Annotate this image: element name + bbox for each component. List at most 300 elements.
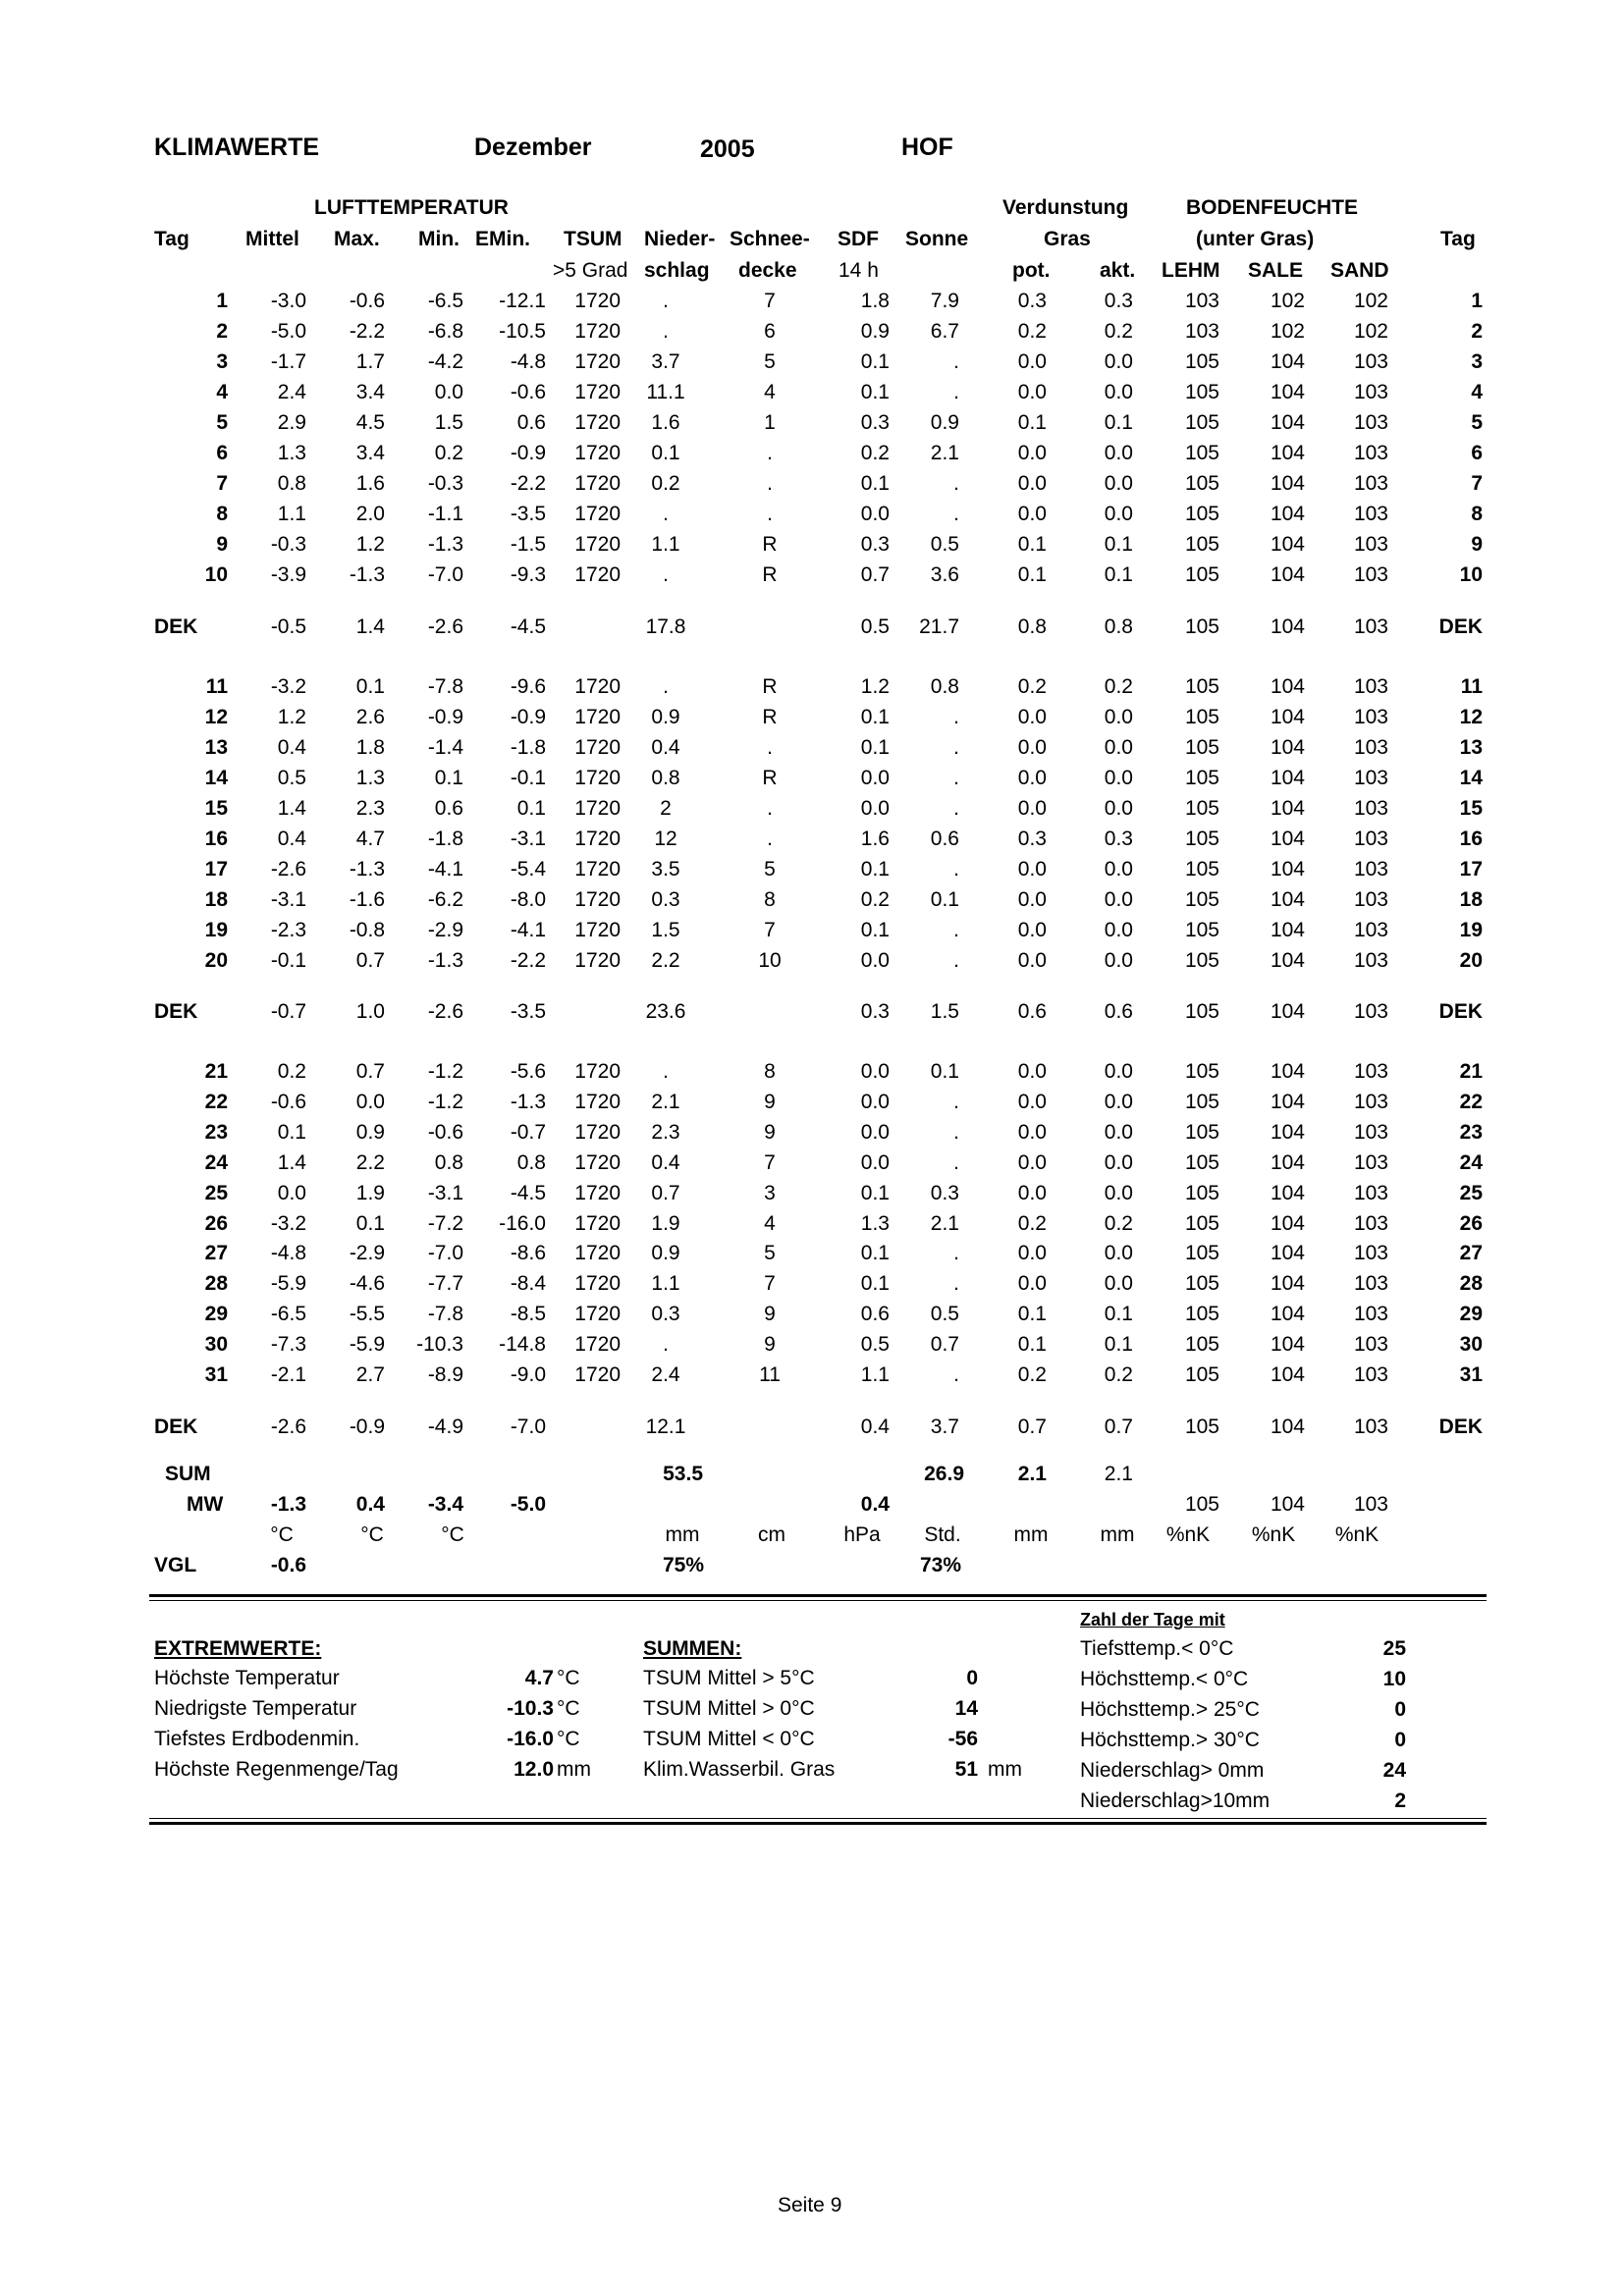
cell-sale: 104: [1270, 949, 1305, 972]
cell-tsum: 1720: [574, 503, 621, 525]
cell-sale: 104: [1270, 1363, 1305, 1386]
header-nieder: Nieder-: [644, 228, 716, 250]
sum-sonne: 26.9: [924, 1463, 964, 1485]
cell-emin: -8.4: [510, 1272, 546, 1296]
sum-nieder: 53.5: [663, 1463, 703, 1485]
cell-max: 3.4: [355, 381, 385, 403]
zahl-der-tage-value: 24: [1382, 1759, 1406, 1782]
cell-lehm: 105: [1184, 797, 1219, 820]
unit-sdf: hPa: [843, 1523, 881, 1546]
cell-min: -0.6: [427, 1120, 463, 1144]
cell-sale: 104: [1270, 828, 1305, 850]
cell-schnee: 8: [764, 888, 776, 911]
cell-schnee: 4: [764, 381, 776, 403]
mw-sale: 104: [1270, 1493, 1305, 1516]
cell-tsum: 1720: [574, 736, 621, 759]
cell-akt: 0.7: [1104, 1415, 1133, 1438]
cell-lehm: 103: [1184, 320, 1219, 343]
cell-sonne: 6.7: [930, 320, 959, 343]
cell-mittel: -4.8: [270, 1242, 306, 1265]
cell-mittel: -0.5: [270, 615, 306, 638]
cell-min: -0.9: [427, 706, 463, 728]
cell-mittel: -3.1: [270, 888, 306, 911]
zahl-der-tage-value: 0: [1394, 1698, 1406, 1721]
extremwert-value: 12.0: [514, 1758, 554, 1781]
cell-tsum: 1720: [574, 949, 621, 972]
cell-tag: 1: [216, 290, 228, 312]
table-row: [0, 1329, 1623, 1360]
extremwert-unit: °C: [557, 1667, 580, 1689]
cell-tag-right: 3: [1471, 350, 1483, 373]
cell-schnee: 5: [764, 858, 776, 881]
cell-max: -1.3: [349, 858, 385, 881]
cell-pot: 0.7: [1017, 1415, 1047, 1438]
cell-sdf: 0.0: [860, 767, 890, 789]
cell-tsum: 1720: [574, 767, 621, 789]
cell-schnee: 7: [764, 919, 776, 941]
cell-max: 1.6: [355, 472, 385, 495]
rule-bottom-thick: [149, 1822, 1487, 1825]
cell-tag: DEK: [154, 1000, 198, 1023]
cell-sale: 104: [1270, 1415, 1305, 1438]
cell-schnee: R: [762, 767, 778, 789]
cell-max: 0.9: [355, 1120, 385, 1144]
cell-nieder: 1.5: [651, 919, 680, 941]
cell-tag-right: 31: [1459, 1363, 1483, 1386]
cell-pot: 0.2: [1017, 1211, 1047, 1235]
cell-tsum: 1720: [574, 919, 621, 941]
dekade-row: [0, 612, 1623, 642]
cell-nieder: .: [663, 1060, 669, 1083]
cell-mittel: -0.6: [270, 1090, 306, 1113]
cell-mittel: 0.4: [277, 736, 306, 759]
unit-min: °C: [441, 1523, 464, 1546]
cell-tag: 5: [216, 411, 228, 434]
cell-lehm: 105: [1184, 919, 1219, 941]
extremwerte-heading: EXTREMWERTE:: [154, 1637, 322, 1660]
header-sale: SALE: [1248, 259, 1304, 282]
table-row: [0, 763, 1623, 793]
cell-tag: 30: [204, 1333, 228, 1357]
cell-nieder: 1.1: [651, 1272, 680, 1296]
cell-lehm: 105: [1184, 888, 1219, 911]
header-pot: pot.: [1012, 259, 1051, 282]
cell-tsum: 1720: [574, 1060, 621, 1083]
cell-sonne: 1.5: [930, 1000, 959, 1023]
cell-akt: 0.1: [1104, 563, 1133, 586]
cell-sonne: 2.1: [930, 1211, 959, 1235]
zahl-der-tage-label: Tiefsttemp.< 0°C: [1080, 1637, 1234, 1660]
cell-sand: 102: [1353, 320, 1388, 343]
cell-mittel: 1.4: [277, 797, 306, 820]
cell-schnee: R: [762, 675, 778, 698]
cell-sale: 104: [1270, 767, 1305, 789]
cell-sdf: 0.3: [860, 411, 890, 434]
cell-max: 1.9: [355, 1181, 385, 1204]
cell-min: -6.2: [427, 888, 463, 911]
cell-lehm: 105: [1184, 675, 1219, 698]
cell-sonne: .: [953, 1272, 959, 1296]
cell-max: 2.3: [355, 797, 385, 820]
table-row: [0, 1056, 1623, 1087]
cell-akt: 0.0: [1104, 706, 1133, 728]
cell-sand: 103: [1353, 767, 1388, 789]
header-max: Max.: [334, 228, 380, 250]
cell-akt: 0.0: [1104, 736, 1133, 759]
cell-mittel: -6.5: [270, 1303, 306, 1326]
cell-tag-right: 5: [1471, 411, 1483, 434]
header-tsum: TSUM: [564, 228, 622, 250]
unit-nieder: mm: [665, 1523, 700, 1546]
cell-sand: 103: [1353, 1150, 1388, 1174]
cell-sand: 103: [1353, 411, 1388, 434]
sum-label: SUM: [165, 1463, 211, 1485]
cell-max: -2.2: [349, 320, 385, 343]
cell-tag: 4: [216, 381, 228, 403]
cell-tsum: 1720: [574, 828, 621, 850]
cell-tag-right: 27: [1459, 1242, 1483, 1265]
cell-sdf: 0.3: [860, 533, 890, 556]
cell-emin: 0.8: [516, 1150, 546, 1174]
cell-mittel: -5.0: [270, 320, 306, 343]
unit-lehm: %nK: [1165, 1523, 1211, 1546]
cell-mittel: -3.2: [270, 1211, 306, 1235]
cell-emin: -2.2: [510, 472, 546, 495]
cell-sand: 103: [1353, 858, 1388, 881]
cell-lehm: 105: [1184, 1242, 1219, 1265]
cell-sonne: 0.1: [930, 1060, 959, 1083]
cell-sale: 104: [1270, 442, 1305, 464]
summen-label: TSUM Mittel > 0°C: [643, 1697, 815, 1720]
cell-pot: 0.0: [1017, 949, 1047, 972]
cell-pot: 0.2: [1017, 320, 1047, 343]
cell-schnee: .: [767, 442, 773, 464]
cell-sdf: 0.0: [860, 1120, 890, 1144]
cell-tsum: 1720: [574, 1333, 621, 1357]
cell-sdf: 0.1: [860, 858, 890, 881]
cell-emin: -7.0: [510, 1415, 546, 1438]
cell-sand: 103: [1353, 1060, 1388, 1083]
cell-schnee: 7: [764, 1272, 776, 1296]
cell-nieder: 0.9: [651, 706, 680, 728]
mw-min: -3.4: [427, 1493, 463, 1516]
cell-max: -0.8: [349, 919, 385, 941]
cell-min: 0.0: [434, 381, 463, 403]
cell-tag-right: 29: [1459, 1303, 1483, 1326]
header-sand: SAND: [1330, 259, 1389, 282]
cell-tag: DEK: [154, 615, 198, 638]
cell-nieder: 0.8: [651, 767, 680, 789]
cell-sonne: .: [953, 706, 959, 728]
cell-sdf: 0.0: [860, 949, 890, 972]
table-row: [0, 377, 1623, 407]
cell-akt: 0.2: [1104, 1363, 1133, 1386]
cell-schnee: 5: [764, 350, 776, 373]
cell-tag: 8: [216, 503, 228, 525]
cell-akt: 0.0: [1104, 1181, 1133, 1204]
cell-emin: -4.5: [510, 1181, 546, 1204]
cell-max: -5.5: [349, 1303, 385, 1326]
cell-tag-right: 7: [1471, 472, 1483, 495]
cell-tag-right: 18: [1459, 888, 1483, 911]
table-row: [0, 1360, 1623, 1390]
cell-tag: 16: [204, 828, 228, 850]
cell-tag: DEK: [154, 1415, 198, 1438]
header-emin: EMin.: [475, 228, 530, 250]
cell-tag: 9: [216, 533, 228, 556]
cell-sale: 104: [1270, 563, 1305, 586]
cell-sand: 103: [1353, 736, 1388, 759]
mw-sand: 103: [1353, 1493, 1388, 1516]
cell-pot: 0.0: [1017, 442, 1047, 464]
cell-schnee: .: [767, 472, 773, 495]
cell-sonne: .: [953, 350, 959, 373]
rule-bottom-thin: [149, 1818, 1487, 1819]
cell-pot: 0.2: [1017, 675, 1047, 698]
cell-tag-right: 15: [1459, 797, 1483, 820]
summen-label: TSUM Mittel < 0°C: [643, 1728, 815, 1750]
cell-schnee: .: [767, 503, 773, 525]
cell-pot: 0.0: [1017, 736, 1047, 759]
cell-akt: 0.0: [1104, 350, 1133, 373]
cell-mittel: 2.4: [277, 381, 306, 403]
zahl-der-tage-label: Höchsttemp.> 25°C: [1080, 1698, 1260, 1721]
cell-sand: 103: [1353, 1333, 1388, 1357]
cell-sand: 103: [1353, 828, 1388, 850]
cell-max: 2.0: [355, 503, 385, 525]
cell-max: 0.1: [355, 675, 385, 698]
cell-akt: 0.0: [1104, 381, 1133, 403]
table-row: [0, 915, 1623, 945]
cell-sonne: .: [953, 858, 959, 881]
cell-lehm: 105: [1184, 1120, 1219, 1144]
cell-sale: 104: [1270, 533, 1305, 556]
cell-tag: 20: [204, 949, 228, 972]
cell-sonne: .: [953, 1120, 959, 1144]
cell-max: 2.6: [355, 706, 385, 728]
cell-sdf: 1.2: [860, 675, 890, 698]
cell-pot: 0.0: [1017, 472, 1047, 495]
cell-sale: 104: [1270, 888, 1305, 911]
cell-min: -0.3: [427, 472, 463, 495]
cell-sale: 104: [1270, 1333, 1305, 1357]
zahl-der-tage-value: 2: [1394, 1789, 1406, 1812]
cell-emin: -1.3: [510, 1090, 546, 1113]
cell-min: -1.2: [427, 1060, 463, 1083]
cell-pot: 0.1: [1017, 533, 1047, 556]
table-row: [0, 560, 1623, 590]
cell-tsum: 1720: [574, 888, 621, 911]
header-tsum-sub: >5 Grad: [553, 259, 628, 282]
cell-sdf: 0.2: [860, 888, 890, 911]
cell-schnee: 11: [759, 1363, 781, 1386]
cell-pot: 0.0: [1017, 1242, 1047, 1265]
cell-min: -7.8: [427, 675, 463, 698]
cell-tag-right: 17: [1459, 858, 1483, 881]
cell-min: -1.1: [427, 503, 463, 525]
cell-tag: 14: [204, 767, 228, 789]
cell-tag-right: 24: [1459, 1150, 1483, 1174]
summen-value: -56: [947, 1728, 978, 1750]
cell-tsum: 1720: [574, 1090, 621, 1113]
cell-sand: 103: [1353, 350, 1388, 373]
title-year: 2005: [700, 135, 755, 163]
cell-sand: 103: [1353, 615, 1388, 638]
cell-akt: 0.2: [1104, 675, 1133, 698]
vgl-nieder: 75%: [662, 1554, 705, 1576]
cell-nieder: 2.1: [651, 1090, 680, 1113]
cell-sale: 104: [1270, 736, 1305, 759]
cell-akt: 0.0: [1104, 767, 1133, 789]
zahl-der-tage-label: Niederschlag>10mm: [1080, 1789, 1271, 1812]
cell-nieder: .: [663, 290, 669, 312]
cell-sdf: 0.3: [860, 1000, 890, 1023]
cell-akt: 0.0: [1104, 1120, 1133, 1144]
cell-tag-right: DEK: [1438, 1415, 1483, 1438]
cell-schnee: R: [762, 706, 778, 728]
cell-emin: -9.6: [510, 675, 546, 698]
cell-emin: -3.5: [510, 1000, 546, 1023]
cell-sonne: .: [953, 381, 959, 403]
cell-tag-right: 11: [1460, 675, 1483, 698]
cell-nieder: 12.1: [645, 1415, 686, 1438]
mw-sdf: 0.4: [860, 1493, 890, 1516]
cell-mittel: -1.7: [270, 350, 306, 373]
cell-akt: 0.0: [1104, 1090, 1133, 1113]
cell-sdf: 0.5: [860, 615, 890, 638]
cell-max: 3.4: [355, 442, 385, 464]
cell-sale: 104: [1270, 503, 1305, 525]
cell-pot: 0.3: [1017, 290, 1047, 312]
cell-min: -1.3: [427, 949, 463, 972]
cell-tag-right: 21: [1459, 1060, 1483, 1083]
cell-emin: -0.1: [510, 767, 546, 789]
sum-pot: 2.1: [1017, 1463, 1047, 1485]
table-row: [0, 854, 1623, 884]
cell-lehm: 105: [1184, 706, 1219, 728]
cell-tag-right: DEK: [1438, 615, 1483, 638]
cell-tag: 12: [204, 706, 228, 728]
vgl-sonne: 73%: [919, 1554, 962, 1576]
cell-lehm: 105: [1184, 533, 1219, 556]
extremwert-value: 4.7: [524, 1667, 554, 1689]
cell-sale: 104: [1270, 472, 1305, 495]
cell-tag: 11: [205, 675, 228, 698]
cell-max: 0.7: [355, 949, 385, 972]
cell-emin: -8.5: [510, 1303, 546, 1326]
cell-lehm: 105: [1184, 736, 1219, 759]
cell-sand: 103: [1353, 706, 1388, 728]
cell-tag: 21: [204, 1060, 228, 1083]
cell-mittel: 0.2: [277, 1060, 306, 1083]
cell-min: -7.0: [427, 563, 463, 586]
cell-lehm: 105: [1184, 1211, 1219, 1235]
cell-max: -0.9: [349, 1415, 385, 1438]
cell-emin: -0.9: [510, 706, 546, 728]
cell-tag-right: 4: [1471, 381, 1483, 403]
cell-sdf: 0.4: [860, 1415, 890, 1438]
cell-min: -2.9: [427, 919, 463, 941]
cell-sdf: 0.0: [860, 1060, 890, 1083]
cell-sdf: 0.1: [860, 706, 890, 728]
cell-lehm: 103: [1184, 290, 1219, 312]
cell-sand: 103: [1353, 1181, 1388, 1204]
cell-max: 1.7: [355, 350, 385, 373]
cell-nieder: 2.4: [651, 1363, 680, 1386]
cell-sonne: 7.9: [930, 290, 959, 312]
cell-max: 1.8: [355, 736, 385, 759]
cell-tsum: 1720: [574, 1181, 621, 1204]
cell-lehm: 105: [1184, 858, 1219, 881]
cell-sale: 104: [1270, 1150, 1305, 1174]
cell-tsum: 1720: [574, 797, 621, 820]
cell-mittel: 1.1: [277, 503, 306, 525]
cell-nieder: .: [663, 503, 669, 525]
cell-sand: 103: [1353, 1272, 1388, 1296]
cell-sonne: .: [953, 503, 959, 525]
summen-label: TSUM Mittel > 5°C: [643, 1667, 815, 1689]
cell-emin: -0.6: [510, 381, 546, 403]
vgl-mittel: -0.6: [270, 1554, 306, 1576]
cell-sale: 104: [1270, 706, 1305, 728]
cell-lehm: 105: [1184, 1060, 1219, 1083]
zahl-der-tage-label: Niederschlag> 0mm: [1080, 1759, 1265, 1782]
cell-tag-right: 1: [1471, 290, 1483, 312]
mw-mittel: -1.3: [270, 1493, 306, 1516]
cell-tsum: 1720: [574, 1242, 621, 1265]
cell-sand: 103: [1353, 1090, 1388, 1113]
table-row: [0, 702, 1623, 732]
cell-tag-right: 9: [1471, 533, 1483, 556]
cell-akt: 0.0: [1104, 472, 1133, 495]
header-tag-left: Tag: [154, 228, 189, 250]
cell-sale: 102: [1270, 290, 1305, 312]
cell-nieder: 0.3: [651, 888, 680, 911]
cell-mittel: -2.6: [270, 858, 306, 881]
cell-akt: 0.3: [1104, 290, 1133, 312]
extremwert-label: Höchste Temperatur: [154, 1667, 340, 1689]
cell-emin: -1.8: [510, 736, 546, 759]
cell-max: 0.0: [355, 1090, 385, 1113]
cell-nieder: 0.4: [651, 736, 680, 759]
cell-sdf: 1.1: [860, 1363, 890, 1386]
extremwert-value: -10.3: [507, 1697, 554, 1720]
cell-tag: 26: [204, 1211, 228, 1235]
cell-tag-right: 22: [1459, 1090, 1483, 1113]
cell-tsum: 1720: [574, 472, 621, 495]
cell-sdf: 0.6: [860, 1303, 890, 1326]
cell-emin: -4.1: [510, 919, 546, 941]
cell-sdf: 0.0: [860, 503, 890, 525]
cell-tag-right: 26: [1459, 1211, 1483, 1235]
cell-nieder: 12: [654, 828, 677, 850]
cell-tsum: 1720: [574, 563, 621, 586]
cell-pot: 0.0: [1017, 350, 1047, 373]
cell-pot: 0.3: [1017, 828, 1047, 850]
cell-sand: 103: [1353, 949, 1388, 972]
cell-akt: 0.0: [1104, 888, 1133, 911]
cell-lehm: 105: [1184, 1333, 1219, 1357]
cell-pot: 0.0: [1017, 1150, 1047, 1174]
cell-schnee: .: [767, 828, 773, 850]
cell-sdf: 1.6: [860, 828, 890, 850]
cell-tag: 17: [204, 858, 228, 881]
cell-sale: 104: [1270, 797, 1305, 820]
cell-min: -1.4: [427, 736, 463, 759]
cell-pot: 0.1: [1017, 411, 1047, 434]
dekade-row: [0, 996, 1623, 1027]
rule-top-thick: [149, 1594, 1487, 1597]
